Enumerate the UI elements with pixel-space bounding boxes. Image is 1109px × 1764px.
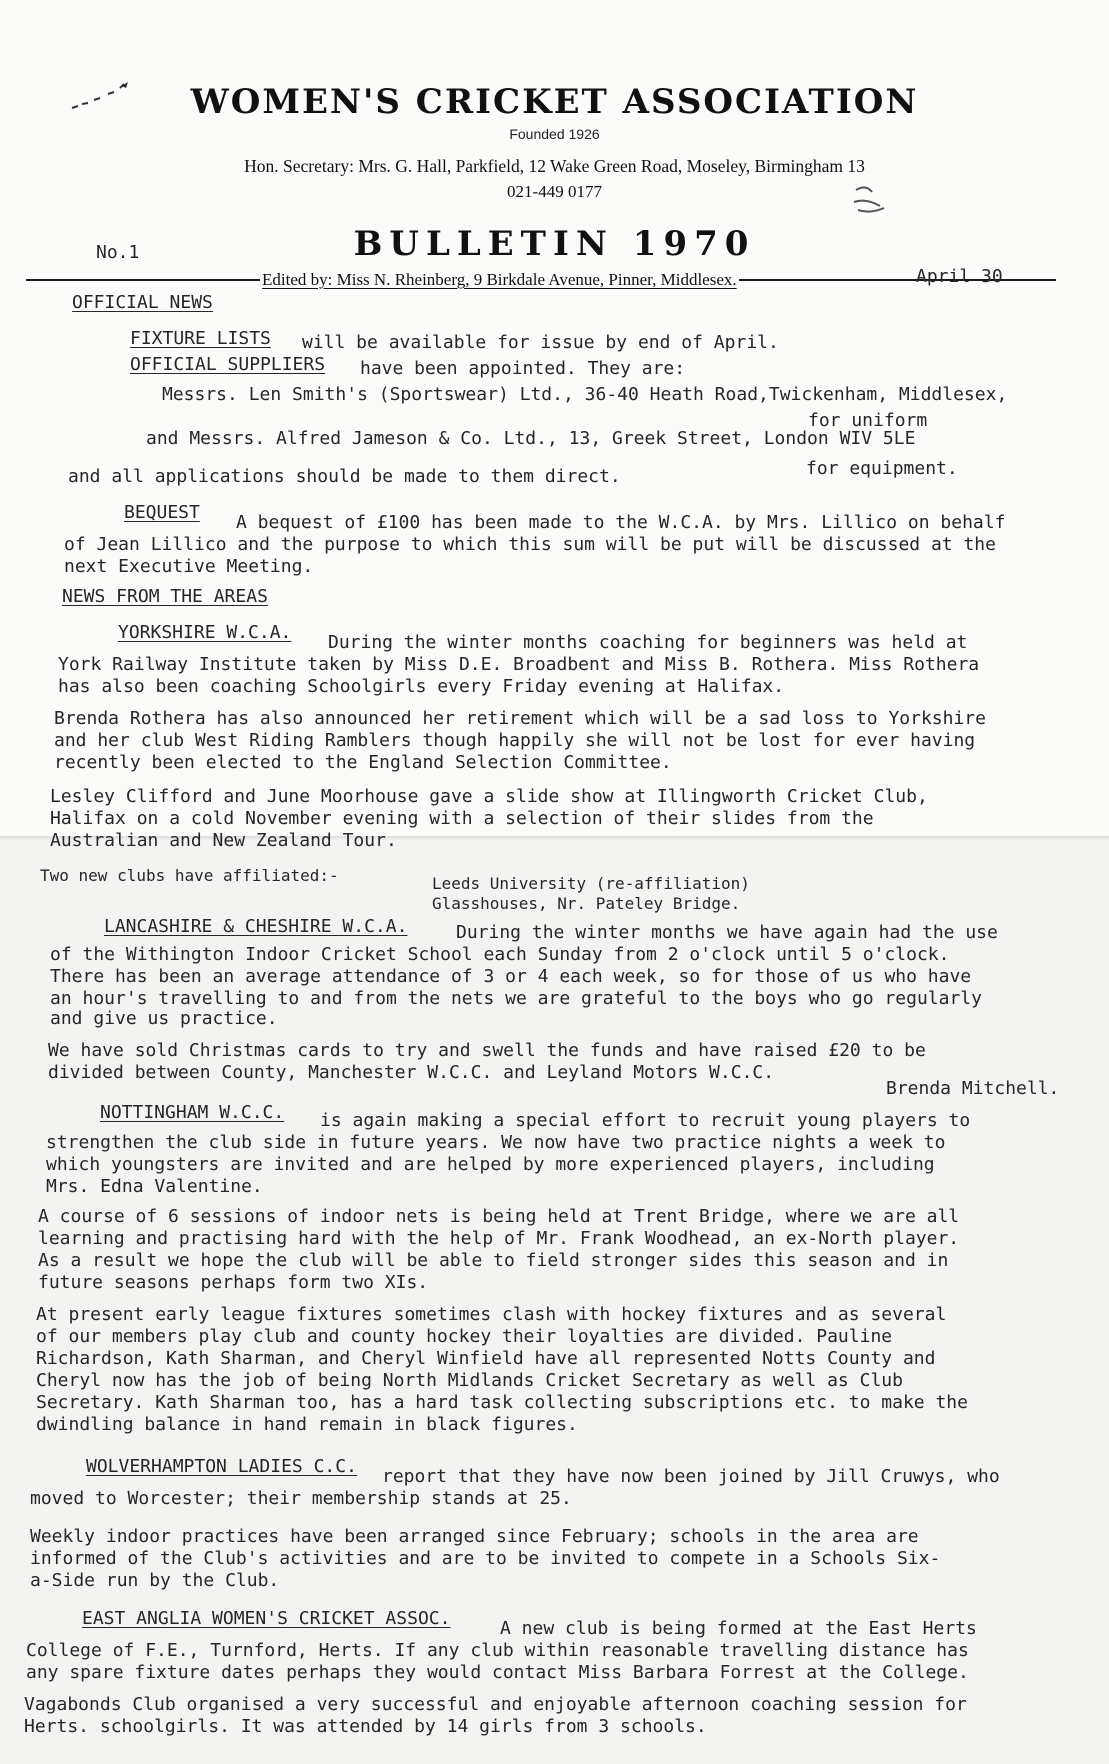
- text-line: A course of 6 sessions of indoor nets is being held at Trent Bridge, where we are all: [38, 1206, 960, 1227]
- ink-stain-icon: [836, 180, 906, 216]
- text-line: Leeds University (re-affiliation): [432, 874, 750, 893]
- text-line: learning and practising hard with the help of Mr. Frank Woodhead, an ex-North player.: [38, 1228, 960, 1249]
- text-line: During the winter months we have again had the use: [456, 922, 998, 943]
- text-line: York Railway Institute taken by Miss D.E. Broadbent and Miss B. Rothera. Miss Rothera: [58, 654, 980, 675]
- text-line: for equipment.: [806, 458, 958, 479]
- text-line: Vagabonds Club organised a very successful and enjoyable afternoon coaching session for: [24, 1694, 967, 1715]
- text-line: We have sold Christmas cards to try and swell the funds and have raised £20 to be: [48, 1040, 926, 1061]
- text-line: Glasshouses, Nr. Pateley Bridge.: [432, 894, 741, 913]
- text-line: of the Withington Indoor Cricket School each Sunday from 2 o'clock until 5 o'clock.: [50, 944, 950, 965]
- text-line: dwindling balance in hand remain in black figures.: [36, 1414, 578, 1435]
- text-line: next Executive Meeting.: [64, 556, 314, 577]
- text-line: strengthen the club side in future years. We now have two practice nights a week to: [46, 1132, 946, 1153]
- text-line: an hour's travelling to and from the nets we are grateful to the boys who go regularly: [50, 988, 982, 1009]
- signature-brenda-mitchell: Brenda Mitchell.: [886, 1078, 1060, 1099]
- text-line: have been appointed. They are:: [360, 358, 686, 379]
- official-suppliers-label: OFFICIAL SUPPLIERS: [130, 354, 326, 375]
- text-line: of our members play club and county hockey their loyalties are divided. Pauline: [36, 1326, 893, 1347]
- fixture-lists-label: FIXTURE LISTS: [130, 328, 271, 349]
- text-line: A bequest of £100 has been made to the W.C.A. by Mrs. Lillico on behalf: [236, 512, 1006, 533]
- text-line: recently been elected to the England Selection Committee.: [54, 752, 672, 773]
- text-line: which youngsters are invited and are helped by more experienced players, including: [46, 1154, 935, 1175]
- text-line: Herts. schoolgirls. It was attended by 14 girls from 3 schools.: [24, 1716, 707, 1737]
- text-line: Brenda Rothera has also announced her retirement which will be a sad loss to Yorkshire: [54, 708, 986, 729]
- text-line: Halifax on a cold November evening with a selection of their slides from the: [50, 808, 874, 829]
- text-line: A new club is being formed at the East Herts: [500, 1618, 977, 1639]
- text-line: informed of the Club's activities and are to be invited to compete in a Schools Six-: [30, 1548, 941, 1569]
- editor-line: Edited by: Miss N. Rheinberg, 9 Birkdale Avenue, Pinner, Middlesex.: [262, 270, 737, 289]
- text-line: for uniform: [808, 410, 928, 431]
- east-anglia-label: EAST ANGLIA WOMEN'S CRICKET ASSOC.: [82, 1608, 451, 1629]
- text-line: and give us practice.: [50, 1008, 278, 1029]
- bulletin-title: BULLETIN 1970: [353, 224, 756, 264]
- issue-number: No.1: [96, 242, 140, 263]
- text-line: and all applications should be made to them direct.: [68, 466, 621, 487]
- text-line: Two new clubs have affiliated:-: [40, 866, 339, 885]
- wolverhampton-label: WOLVERHAMPTON LADIES C.C.: [86, 1456, 357, 1477]
- heading-news-from-areas: NEWS FROM THE AREAS: [62, 586, 268, 607]
- issue-date: April 30: [916, 266, 1003, 287]
- text-line: has also been coaching Schoolgirls every Friday evening at Halifax.: [58, 676, 785, 697]
- text-line: a-Side run by the Club.: [30, 1570, 280, 1591]
- text-line: College of F.E., Turnford, Herts. If any club within reasonable travelling distance has: [26, 1640, 969, 1661]
- text-line: and her club West Riding Ramblers though happily she will not be lost for ever having: [54, 730, 976, 751]
- org-title: WOMEN'S CRICKET ASSOCIATION: [190, 82, 919, 122]
- text-line: Mrs. Edna Valentine.: [46, 1176, 263, 1197]
- text-line: Lesley Clifford and June Moorhouse gave a slide show at Illingworth Cricket Club,: [50, 786, 928, 807]
- heading-official-news: OFFICIAL NEWS: [72, 292, 213, 313]
- text-line: divided between County, Manchester W.C.C. and Leyland Motors W.C.C.: [48, 1062, 775, 1083]
- phone-number: 021-449 0177: [507, 182, 602, 201]
- yorkshire-label: YORKSHIRE W.C.A.: [118, 622, 292, 643]
- text-line: any spare fixture dates perhaps they would contact Miss Barbara Forrest at the College.: [26, 1662, 969, 1683]
- text-line: will be available for issue by end of April.: [302, 332, 779, 353]
- text-line: At present early league fixtures sometimes clash with hockey fixtures and as several: [36, 1304, 947, 1325]
- text-line: Messrs. Len Smith's (Sportswear) Ltd., 36-40 Heath Road,Twickenham, Middlesex,: [162, 384, 1008, 405]
- text-line: is again making a special effort to recruit young players to: [320, 1110, 971, 1131]
- text-line: future seasons perhaps form two XIs.: [38, 1272, 429, 1293]
- text-line: Weekly indoor practices have been arranged since February; schools in the area are: [30, 1526, 919, 1547]
- text-line: As a result we hope the club will be able to field stronger sides this season and in: [38, 1250, 949, 1271]
- text-line: There has been an average attendance of 3 or 4 each week, so for those of us who have: [50, 966, 972, 987]
- text-line: Cheryl now has the job of being North Midlands Cricket Secretary as well as Club: [36, 1370, 903, 1391]
- text-line: Richardson, Kath Sharman, and Cheryl Winfield have all represented Notts County and: [36, 1348, 936, 1369]
- text-line: During the winter months coaching for beginners was held at: [328, 632, 968, 653]
- text-line: report that they have now been joined by Jill Cruwys, who: [382, 1466, 1000, 1487]
- nottingham-label: NOTTINGHAM W.C.C.: [100, 1102, 285, 1123]
- founded-year: Founded 1926: [509, 126, 600, 142]
- lancashire-label: LANCASHIRE & CHESHIRE W.C.A.: [104, 916, 408, 937]
- secretary-address: Hon. Secretary: Mrs. G. Hall, Parkfield, 12 Wake Green Road, Moseley, Birmingham 13: [244, 156, 865, 176]
- text-line: moved to Worcester; their membership stands at 25.: [30, 1488, 572, 1509]
- text-line: and Messrs. Alfred Jameson & Co. Ltd., 13, Greek Street, London WIV 5LE: [146, 428, 916, 449]
- text-line: of Jean Lillico and the purpose to which this sum will be put will be discussed at the: [64, 534, 996, 555]
- text-line: Secretary. Kath Sharman too, has a hard task collecting subscriptions etc. to make the: [36, 1392, 968, 1413]
- text-line: Australian and New Zealand Tour.: [50, 830, 397, 851]
- bequest-label: BEQUEST: [124, 502, 200, 523]
